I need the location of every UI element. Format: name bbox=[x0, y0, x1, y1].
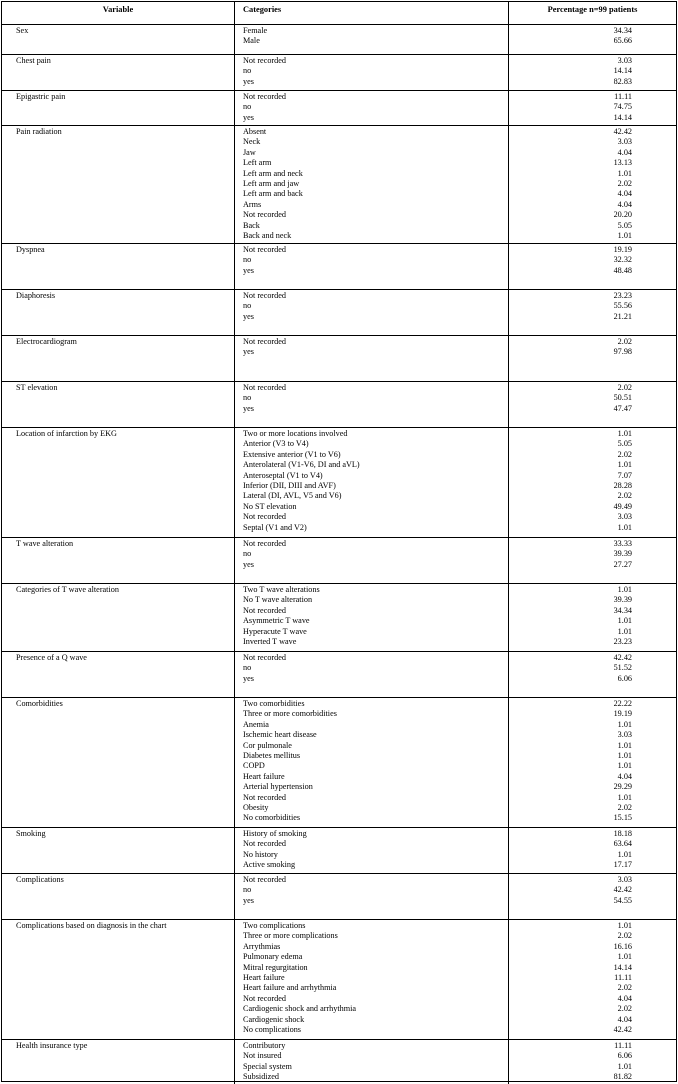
variable-cell: Complications bbox=[2, 874, 235, 919]
percentage-value: 1.01 bbox=[617, 761, 632, 771]
category-label: Inverted T wave bbox=[243, 636, 297, 646]
table-row bbox=[2, 244, 676, 290]
percentage-value: 32.32 bbox=[613, 255, 632, 265]
category-label: no bbox=[243, 885, 252, 895]
percentage-value: 34.34 bbox=[613, 605, 632, 615]
percentage-value: 2.02 bbox=[617, 983, 632, 993]
category-label: Not recorded bbox=[243, 792, 286, 802]
percentage-value: 34.34 bbox=[613, 26, 632, 35]
table-row bbox=[2, 652, 676, 698]
category-label: Lateral (DI, AVL, V5 and V6) bbox=[243, 491, 342, 501]
percentage-cell bbox=[509, 652, 676, 697]
category-label: Back bbox=[243, 220, 260, 230]
category-label: Back and neck bbox=[243, 230, 292, 240]
variable-cell: Smoking bbox=[2, 828, 235, 873]
percentage-value: 1.01 bbox=[617, 750, 632, 760]
percentage-value: 74.75 bbox=[613, 102, 632, 112]
category-label: Inferior (DII, DIII and AVF) bbox=[243, 480, 336, 490]
percentage-value: 2.02 bbox=[617, 178, 632, 188]
percentage-cell bbox=[509, 55, 676, 90]
percentage-value: 14.14 bbox=[613, 66, 632, 76]
category-label: no bbox=[243, 255, 252, 265]
table-row bbox=[2, 91, 676, 126]
percentage-value: 1.01 bbox=[617, 952, 632, 962]
category-label: Neck bbox=[243, 137, 261, 147]
percentage-value: 3.03 bbox=[617, 56, 632, 65]
category-label: Left arm and neck bbox=[243, 168, 303, 178]
percentage-value: 2.02 bbox=[617, 491, 632, 501]
categories-cell bbox=[235, 920, 509, 1039]
percentage-value: 42.42 bbox=[613, 127, 632, 136]
category-label: No history bbox=[243, 849, 278, 859]
percentage-value: 27.27 bbox=[613, 559, 632, 569]
variable-cell: Comorbidities bbox=[2, 698, 235, 827]
categories-cell bbox=[235, 290, 509, 335]
percentage-value: 50.51 bbox=[613, 393, 632, 403]
category-label: Not recorded bbox=[243, 875, 286, 884]
category-label: Arrythmias bbox=[243, 941, 281, 951]
category-label: Not recorded bbox=[243, 539, 286, 548]
variable-cell: ST elevation bbox=[2, 382, 235, 427]
category-label: Hyperacute T wave bbox=[243, 626, 307, 636]
percentage-value: 81.82 bbox=[613, 1072, 632, 1082]
percentage-value: 82.83 bbox=[613, 76, 632, 86]
category-label: Contributory bbox=[243, 1041, 286, 1050]
percentage-value: 2.02 bbox=[617, 449, 632, 459]
table-body bbox=[2, 25, 676, 1084]
category-label: No complications bbox=[243, 1024, 301, 1034]
category-label: Active smoking bbox=[243, 860, 296, 870]
percentage-value: 3.03 bbox=[617, 512, 632, 522]
percentage-value: 20.20 bbox=[613, 210, 632, 220]
category-label: Not recorded bbox=[243, 92, 286, 101]
categories-cell bbox=[235, 538, 509, 583]
categories-cell bbox=[235, 652, 509, 697]
header-percentage: Percentage n=99 patients bbox=[547, 5, 638, 14]
percentage-cell bbox=[509, 244, 676, 289]
percentage-cell bbox=[509, 698, 676, 827]
percentage-value: 19.19 bbox=[613, 245, 632, 254]
percentage-value: 6.06 bbox=[617, 673, 632, 683]
percentage-value: 4.04 bbox=[617, 189, 632, 199]
category-label: Not recorded bbox=[243, 210, 286, 220]
table-row bbox=[2, 290, 676, 336]
category-label: Not recorded bbox=[243, 291, 286, 300]
percentage-value: 14.14 bbox=[613, 112, 632, 122]
category-label: Arterial hypertension bbox=[243, 782, 313, 792]
table-row bbox=[2, 126, 676, 244]
percentage-value: 3.03 bbox=[617, 730, 632, 740]
variable-cell: Complications based on diagnosis in the chart bbox=[2, 920, 235, 1039]
variable-cell: Health insurance type bbox=[2, 1040, 235, 1084]
percentage-value: 5.05 bbox=[617, 439, 632, 449]
percentage-value: 3.03 bbox=[617, 875, 632, 884]
percentage-value: 7.07 bbox=[617, 470, 632, 480]
percentage-value: 1.01 bbox=[617, 429, 632, 438]
category-label: Mitral regurgitation bbox=[243, 962, 308, 972]
percentage-value: 1.01 bbox=[617, 460, 632, 470]
category-label: Not recorded bbox=[243, 383, 286, 392]
categories-cell bbox=[235, 244, 509, 289]
category-label: yes bbox=[243, 403, 254, 413]
category-label: Not recorded bbox=[243, 653, 286, 662]
category-label: Heart failure bbox=[243, 972, 285, 982]
variable-cell: Electrocardiogram bbox=[2, 336, 235, 381]
category-label: yes bbox=[243, 673, 254, 683]
percentage-value: 42.42 bbox=[613, 885, 632, 895]
percentage-value: 16.16 bbox=[613, 941, 632, 951]
category-label: Anterolateral (V1-V6, DI and aVL) bbox=[243, 460, 360, 470]
category-label: History of smoking bbox=[243, 829, 307, 838]
percentage-value: 51.52 bbox=[613, 663, 632, 673]
percentage-value: 63.64 bbox=[613, 839, 632, 849]
category-label: Not recorded bbox=[243, 56, 286, 65]
percentage-cell bbox=[509, 920, 676, 1039]
table-row bbox=[2, 828, 676, 874]
category-label: Heart failure bbox=[243, 771, 285, 781]
table-row bbox=[2, 382, 676, 428]
category-label: Cardiogenic shock and arrhythmia bbox=[243, 1004, 356, 1014]
table-row bbox=[2, 1040, 676, 1084]
percentage-value: 4.04 bbox=[617, 1014, 632, 1024]
percentage-value: 47.47 bbox=[613, 403, 632, 413]
percentage-value: 1.01 bbox=[617, 230, 632, 240]
percentage-value: 22.22 bbox=[613, 699, 632, 708]
category-label: Three or more complications bbox=[243, 931, 338, 941]
category-label: no bbox=[243, 102, 252, 112]
percentage-value: 48.48 bbox=[613, 265, 632, 275]
percentage-value: 55.56 bbox=[613, 301, 632, 311]
percentage-value: 65.66 bbox=[613, 36, 632, 46]
percentage-cell bbox=[509, 25, 676, 54]
percentage-value: 2.02 bbox=[617, 1004, 632, 1014]
category-label: Extensive anterior (V1 to V6) bbox=[243, 449, 341, 459]
category-label: Not recorded bbox=[243, 245, 286, 254]
category-label: Absent bbox=[243, 127, 267, 136]
percentage-value: 23.23 bbox=[613, 291, 632, 300]
categories-cell bbox=[235, 91, 509, 125]
variable-cell: Diaphoresis bbox=[2, 290, 235, 335]
categories-cell bbox=[235, 698, 509, 827]
percentage-value: 1.01 bbox=[617, 626, 632, 636]
category-label: Cor pulmonale bbox=[243, 740, 292, 750]
percentage-cell bbox=[509, 290, 676, 335]
categories-cell bbox=[235, 55, 509, 90]
category-label: no bbox=[243, 663, 252, 673]
category-label: Two T wave alterations bbox=[243, 585, 320, 594]
percentage-value: 13.13 bbox=[613, 158, 632, 168]
percentage-value: 29.29 bbox=[613, 782, 632, 792]
percentage-cell bbox=[509, 336, 676, 381]
category-label: Asymmetric T wave bbox=[243, 616, 310, 626]
table-row bbox=[2, 874, 676, 920]
category-label: Left arm bbox=[243, 158, 272, 168]
percentage-value: 18.18 bbox=[613, 829, 632, 838]
categories-cell bbox=[235, 874, 509, 919]
category-label: yes bbox=[243, 311, 254, 321]
data-table bbox=[1, 1, 677, 1082]
category-label: Two or more locations involved bbox=[243, 429, 348, 438]
percentage-value: 17.17 bbox=[613, 860, 632, 870]
category-label: yes bbox=[243, 112, 254, 122]
variable-cell: Epigastric pain bbox=[2, 91, 235, 125]
table-row bbox=[2, 538, 676, 584]
percentage-value: 39.39 bbox=[613, 549, 632, 559]
category-label: yes bbox=[243, 265, 254, 275]
percentage-value: 14.14 bbox=[613, 962, 632, 972]
percentage-value: 1.01 bbox=[617, 522, 632, 532]
table-row bbox=[2, 336, 676, 382]
category-label: Subsidized bbox=[243, 1072, 279, 1082]
category-label: yes bbox=[243, 76, 254, 86]
percentage-value: 1.01 bbox=[617, 719, 632, 729]
category-label: Not insured bbox=[243, 1051, 282, 1061]
percentage-cell bbox=[509, 538, 676, 583]
categories-cell bbox=[235, 25, 509, 54]
category-label: yes bbox=[243, 347, 254, 357]
category-label: Two comorbidities bbox=[243, 699, 305, 708]
category-label: Left arm and jaw bbox=[243, 178, 300, 188]
category-label: Not recorded bbox=[243, 839, 286, 849]
category-label: Not recorded bbox=[243, 993, 286, 1003]
table-row bbox=[2, 55, 676, 91]
percentage-value: 2.02 bbox=[617, 802, 632, 812]
category-label: Cardiogenic shock bbox=[243, 1014, 305, 1024]
category-label: Male bbox=[243, 36, 260, 46]
categories-cell bbox=[235, 126, 509, 243]
category-label: no bbox=[243, 301, 252, 311]
percentage-value: 4.04 bbox=[617, 199, 632, 209]
variable-cell: Sex bbox=[2, 25, 235, 54]
categories-cell bbox=[235, 428, 509, 537]
category-label: No comorbidities bbox=[243, 813, 301, 823]
categories-cell bbox=[235, 584, 509, 651]
category-label: yes bbox=[243, 559, 254, 569]
percentage-value: 23.23 bbox=[613, 636, 632, 646]
table-row bbox=[2, 25, 676, 55]
variable-cell: Dyspnea bbox=[2, 244, 235, 289]
header-categories: Categories bbox=[235, 2, 509, 24]
category-label: Not recorded bbox=[243, 605, 286, 615]
category-label: No ST elevation bbox=[243, 501, 297, 511]
category-label: Anteroseptal (V1 to V4) bbox=[243, 470, 323, 480]
category-label: Jaw bbox=[243, 147, 256, 157]
variable-cell: Categories of T wave alteration bbox=[2, 584, 235, 651]
percentage-cell bbox=[509, 126, 676, 243]
percentage-value: 39.39 bbox=[613, 595, 632, 605]
category-label: Obesity bbox=[243, 802, 269, 812]
percentage-value: 1.01 bbox=[617, 616, 632, 626]
table-row bbox=[2, 428, 676, 538]
category-label: Septal (V1 and V2) bbox=[243, 522, 307, 532]
percentage-value: 1.01 bbox=[617, 921, 632, 930]
category-label: no bbox=[243, 549, 252, 559]
percentage-value: 1.01 bbox=[617, 849, 632, 859]
percentage-value: 54.55 bbox=[613, 895, 632, 905]
percentage-value: 11.11 bbox=[614, 1041, 632, 1050]
category-label: Three or more comorbidities bbox=[243, 709, 337, 719]
percentage-cell bbox=[509, 91, 676, 125]
percentage-cell bbox=[509, 874, 676, 919]
percentage-cell bbox=[509, 584, 676, 651]
percentage-value: 2.02 bbox=[617, 337, 632, 346]
percentage-value: 19.19 bbox=[613, 709, 632, 719]
table-row bbox=[2, 698, 676, 828]
category-label: Special system bbox=[243, 1061, 292, 1071]
category-label: Not recorded bbox=[243, 337, 286, 346]
categories-cell bbox=[235, 336, 509, 381]
percentage-value: 1.01 bbox=[617, 792, 632, 802]
variable-cell: T wave alteration bbox=[2, 538, 235, 583]
percentage-value: 11.11 bbox=[614, 972, 632, 982]
percentage-value: 6.06 bbox=[617, 1051, 632, 1061]
variable-cell: Chest pain bbox=[2, 55, 235, 90]
percentage-value: 4.04 bbox=[617, 771, 632, 781]
percentage-value: 1.01 bbox=[617, 1061, 632, 1071]
table-row bbox=[2, 584, 676, 652]
variable-cell: Location of infarction by EKG bbox=[2, 428, 235, 537]
percentage-value: 42.42 bbox=[613, 1024, 632, 1034]
percentage-cell bbox=[509, 1040, 676, 1084]
category-label: no bbox=[243, 66, 252, 76]
percentage-value: 11.11 bbox=[614, 92, 632, 101]
percentage-value: 4.04 bbox=[617, 993, 632, 1003]
category-label: no bbox=[243, 393, 252, 403]
categories-cell bbox=[235, 382, 509, 427]
category-label: Left arm and back bbox=[243, 189, 303, 199]
categories-cell bbox=[235, 828, 509, 873]
variable-cell: Pain radiation bbox=[2, 126, 235, 243]
percentage-cell bbox=[509, 828, 676, 873]
percentage-value: 33.33 bbox=[613, 539, 632, 548]
table-row bbox=[2, 920, 676, 1040]
category-label: Anterior (V3 to V4) bbox=[243, 439, 309, 449]
categories-cell bbox=[235, 1040, 509, 1084]
percentage-value: 28.28 bbox=[613, 480, 632, 490]
percentage-value: 2.02 bbox=[617, 931, 632, 941]
category-label: Anemia bbox=[243, 719, 269, 729]
category-label: Two complications bbox=[243, 921, 306, 930]
percentage-value: 2.02 bbox=[617, 383, 632, 392]
variable-cell: Presence of a Q wave bbox=[2, 652, 235, 697]
percentage-value: 49.49 bbox=[613, 501, 632, 511]
header-variable: Variable bbox=[2, 2, 235, 24]
category-label: Arms bbox=[243, 199, 262, 209]
percentage-value: 1.01 bbox=[617, 740, 632, 750]
category-label: Diabetes mellitus bbox=[243, 750, 301, 760]
percentage-value: 1.01 bbox=[617, 585, 632, 594]
percentage-value: 42.42 bbox=[613, 653, 632, 662]
percentage-cell bbox=[509, 428, 676, 537]
percentage-value: 21.21 bbox=[613, 311, 632, 321]
percentage-value: 5.05 bbox=[617, 220, 632, 230]
percentage-value: 15.15 bbox=[613, 813, 632, 823]
percentage-value: 1.01 bbox=[617, 168, 632, 178]
category-label: Ischemic heart disease bbox=[243, 730, 317, 740]
category-label: Pulmonary edema bbox=[243, 952, 303, 962]
category-label: yes bbox=[243, 895, 254, 905]
table-header bbox=[2, 2, 676, 25]
category-label: Female bbox=[243, 26, 268, 35]
category-label: No T wave alteration bbox=[243, 595, 313, 605]
percentage-value: 97.98 bbox=[613, 347, 632, 357]
category-label: COPD bbox=[243, 761, 265, 771]
percentage-value: 3.03 bbox=[617, 137, 632, 147]
category-label: Heart failure and arrhythmia bbox=[243, 983, 337, 993]
percentage-cell bbox=[509, 382, 676, 427]
percentage-value: 4.04 bbox=[617, 147, 632, 157]
category-label: Not recorded bbox=[243, 512, 286, 522]
